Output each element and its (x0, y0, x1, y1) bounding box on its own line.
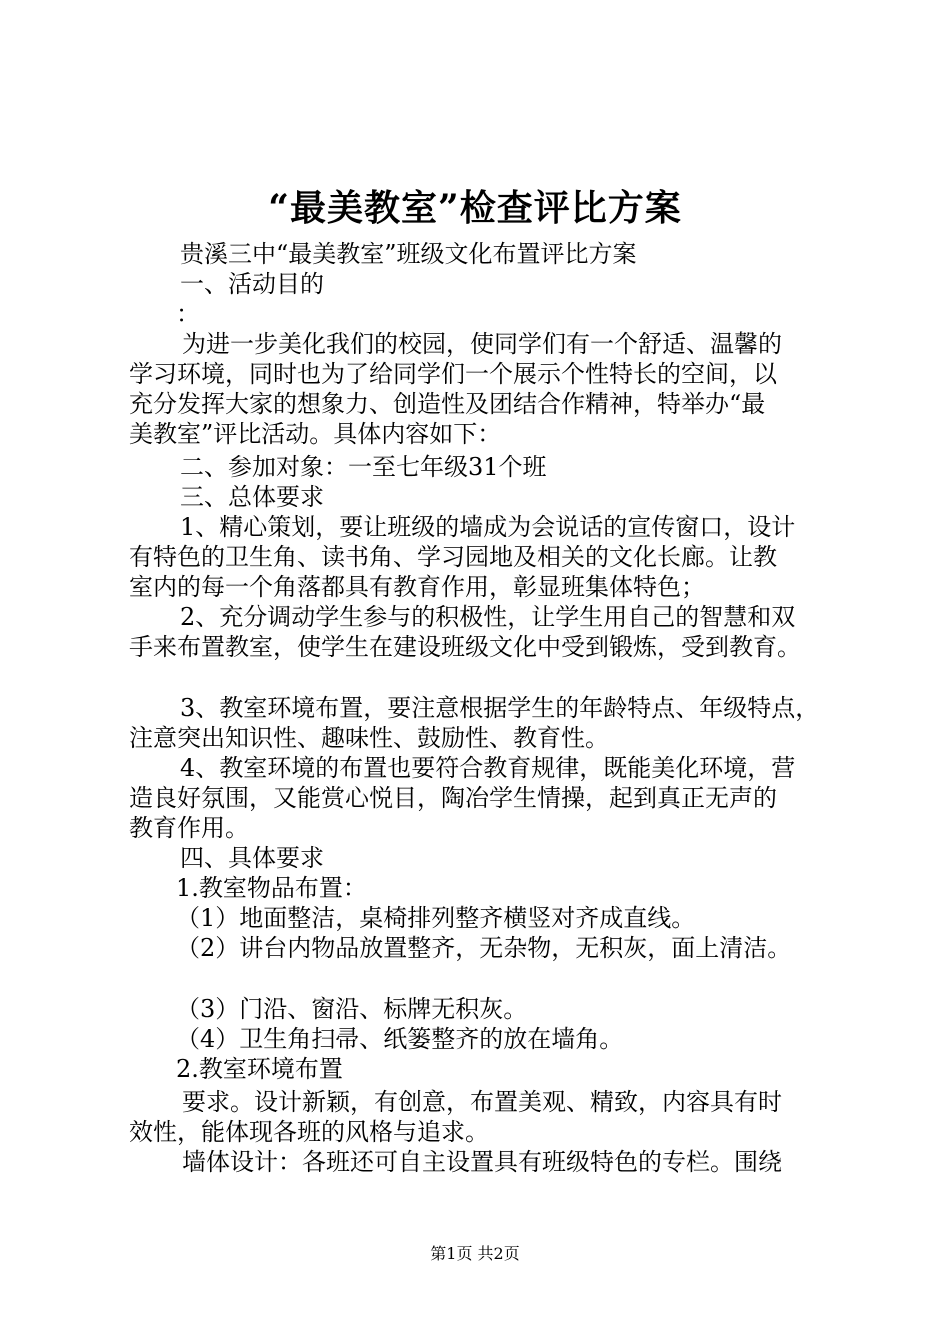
body-line: 四、具体要求 (180, 844, 324, 872)
body-line: 室内的每一个角落都具有教育作用，彰显班集体特色； (129, 573, 705, 601)
body-line: 1、精心策划，要让班级的墙成为会说话的宣传窗口，设计 (180, 513, 796, 541)
body-line: 三、总体要求 (180, 483, 324, 511)
body-line: 注意突出知识性、趣味性、鼓励性、教育性。 (129, 724, 609, 752)
body-line: 二、参加对象：一至七年级31个班 (180, 453, 547, 481)
body-line: 2、充分调动学生参与的积极性，让学生用自己的智慧和双 (180, 603, 796, 631)
body-line: 美教室”评比活动。具体内容如下： (129, 420, 502, 448)
body-line: 效性，能体现各班的风格与追求。 (129, 1118, 489, 1146)
body-line: 教育作用。 (129, 814, 249, 842)
body-line: 要求。设计新颖，有创意，布置美观、精致，内容具有时 (182, 1088, 782, 1116)
body-line: 墙体设计：各班还可自主设置具有班级特色的专栏。围绕 (182, 1148, 782, 1176)
body-line: 有特色的卫生角、读书角、学习园地及相关的文化长廊。让教 (129, 543, 777, 571)
page-title: “最美教室”检查评比方案 (268, 187, 682, 229)
body-line: 为进一步美化我们的校园，使同学们有一个舒适、温馨的 (182, 330, 782, 358)
body-line: （1）地面整洁，桌椅排列整齐横竖对齐成直线。 (176, 904, 696, 932)
body-line: 1.教室物品布置： (176, 874, 367, 902)
body-line: ： (176, 300, 200, 328)
body-line: 4、教室环境的布置也要符合教育规律，既能美化环境，营 (180, 754, 796, 782)
body-line: 学习环境，同时也为了给同学们一个展示个性特长的空间，以 (129, 360, 777, 388)
body-line: （2）讲台内物品放置整齐，无杂物，无积灰，面上清洁。 (176, 934, 792, 962)
body-line: 手来布置教室，使学生在建设班级文化中受到锻炼，受到教育。 (129, 633, 801, 661)
body-line: 贵溪三中“最美教室”班级文化布置评比方案 (180, 240, 637, 268)
body-line: 一、活动目的 (180, 270, 324, 298)
body-line: 3、教室环境布置，要注意根据学生的年龄特点、年级特点， (180, 694, 820, 722)
body-line: （4）卫生角扫帚、纸篓整齐的放在墙角。 (176, 1025, 624, 1053)
body-line: 充分发挥大家的想象力、创造性及团结合作精神，特举办“最 (129, 390, 766, 418)
body-line: 造良好氛围，又能赏心悦目，陶冶学生情操，起到真正无声的 (129, 784, 777, 812)
page-footer: 第1页 共2页 (430, 1244, 520, 1263)
body-line: （3）门沿、窗沿、标牌无积灰。 (176, 995, 528, 1023)
body-line: 2.教室环境布置 (176, 1055, 343, 1083)
